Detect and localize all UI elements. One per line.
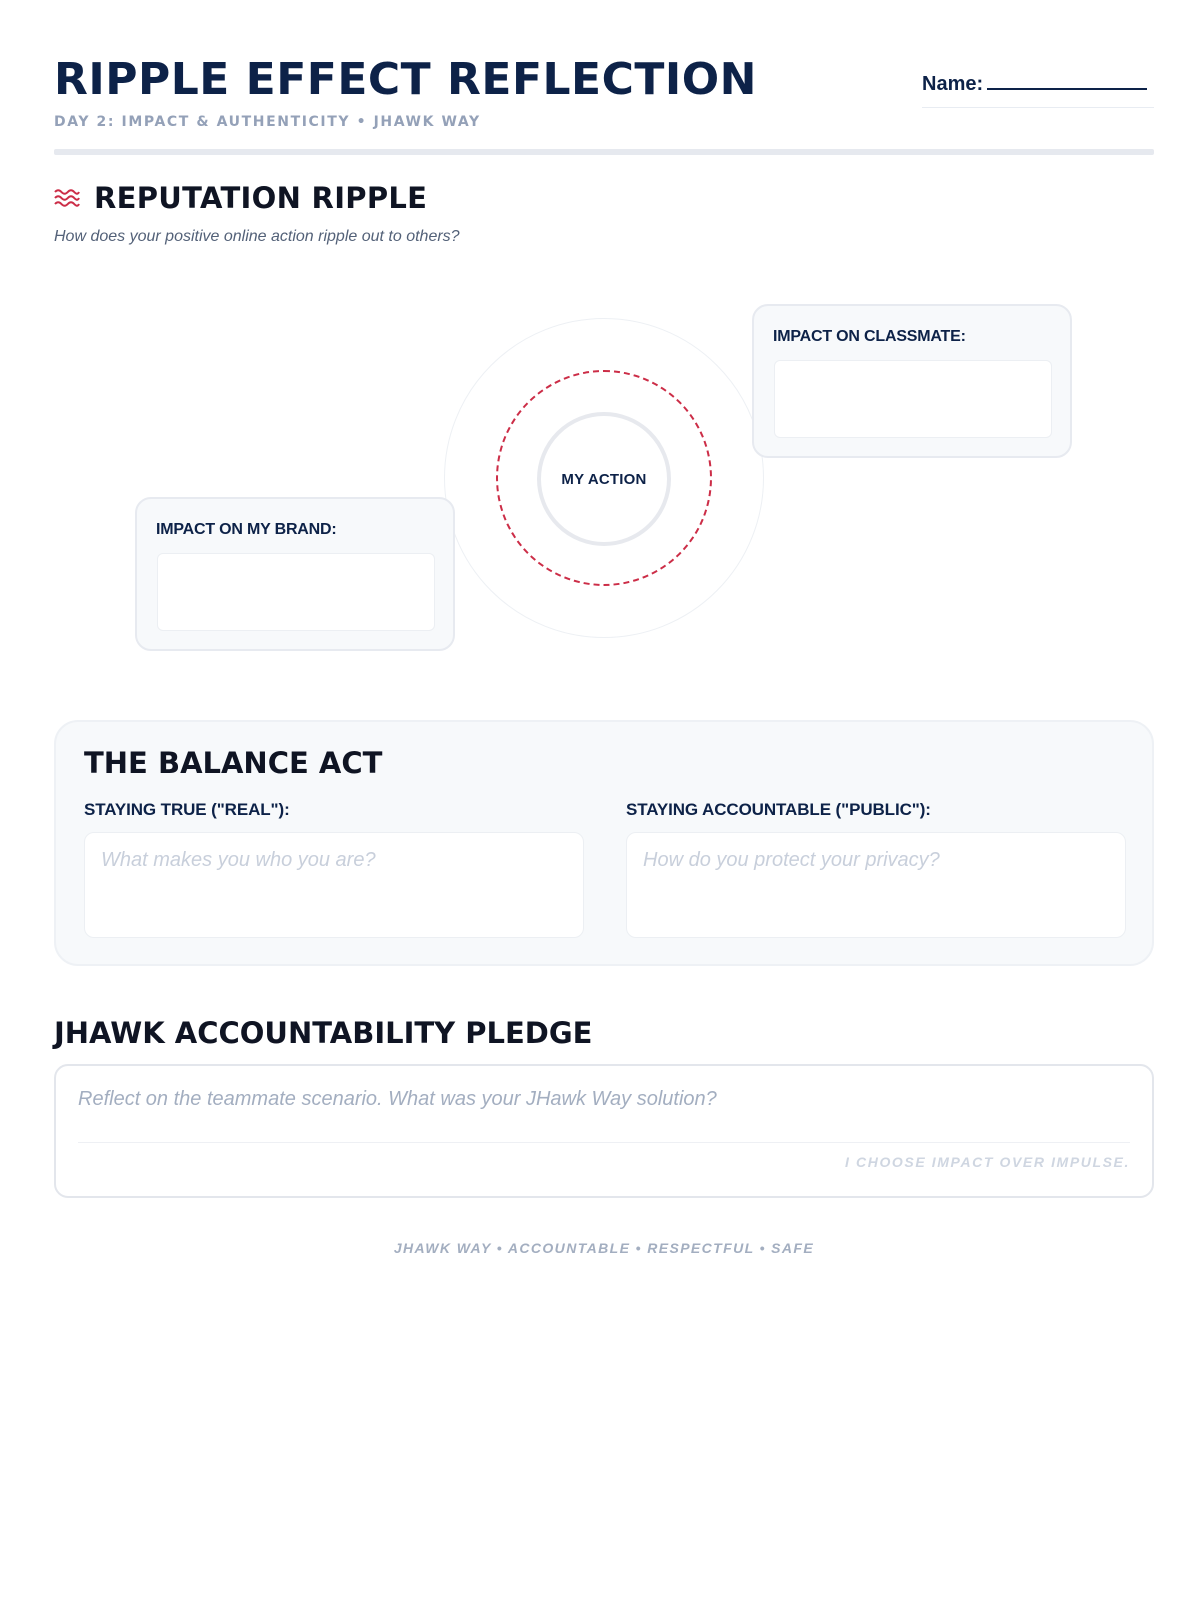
impact-classmate-input[interactable] (774, 360, 1052, 438)
pledge-input[interactable] (54, 1064, 1154, 1198)
page-title: RIPPLE EFFECT REFLECTION (54, 54, 758, 105)
reputation-ripple-title: REPUTATION RIPPLE (94, 181, 428, 215)
name-field[interactable] (922, 72, 1154, 108)
balance-act-title: THE BALANCE ACT (84, 746, 383, 780)
name-label: Name: (922, 73, 984, 95)
pledge-title: JHAWK ACCOUNTABILITY PLEDGE (54, 1016, 593, 1050)
page-subtitle: DAY 2: IMPACT & AUTHENTICITY • JHAWK WAY (54, 114, 481, 130)
ripple-center (537, 412, 671, 546)
pledge-motto: I CHOOSE IMPACT OVER IMPULSE. (845, 1154, 1130, 1170)
impact-brand-input[interactable] (157, 553, 435, 631)
footer-motto: JHAWK WAY • ACCOUNTABLE • RESPECTFUL • SAFE (393, 1240, 815, 1256)
impact-classmate-label: IMPACT ON CLASSMATE: (773, 328, 966, 345)
staying-true-label: STAYING TRUE ("REAL"): (84, 800, 290, 819)
impact-brand-card (135, 497, 455, 651)
staying-true-input[interactable] (84, 832, 584, 938)
staying-accountable-placeholder: How do you protect your privacy? (643, 849, 940, 871)
impact-brand-label: IMPACT ON MY BRAND: (156, 521, 337, 538)
worksheet-header (54, 50, 1154, 154)
impact-classmate-card (752, 304, 1072, 458)
reputation-ripple-prompt: How does your positive online action ripple out to others? (54, 228, 460, 245)
balance-act-panel (54, 720, 1154, 966)
reputation-ripple-heading (54, 178, 427, 218)
pledge-placeholder: Reflect on the teammate scenario. What was your JHawk Way solution? (78, 1088, 717, 1110)
my-action-label: MY ACTION (561, 470, 647, 488)
staying-true-placeholder: What makes you who you are? (101, 849, 376, 871)
staying-accountable-input[interactable] (626, 832, 1126, 938)
staying-accountable-label: STAYING ACCOUNTABLE ("PUBLIC"): (626, 800, 931, 819)
pledge-divider (78, 1142, 1130, 1143)
name-blank-line[interactable] (987, 72, 1147, 90)
waves-icon (54, 187, 80, 209)
header-divider (54, 149, 1154, 155)
